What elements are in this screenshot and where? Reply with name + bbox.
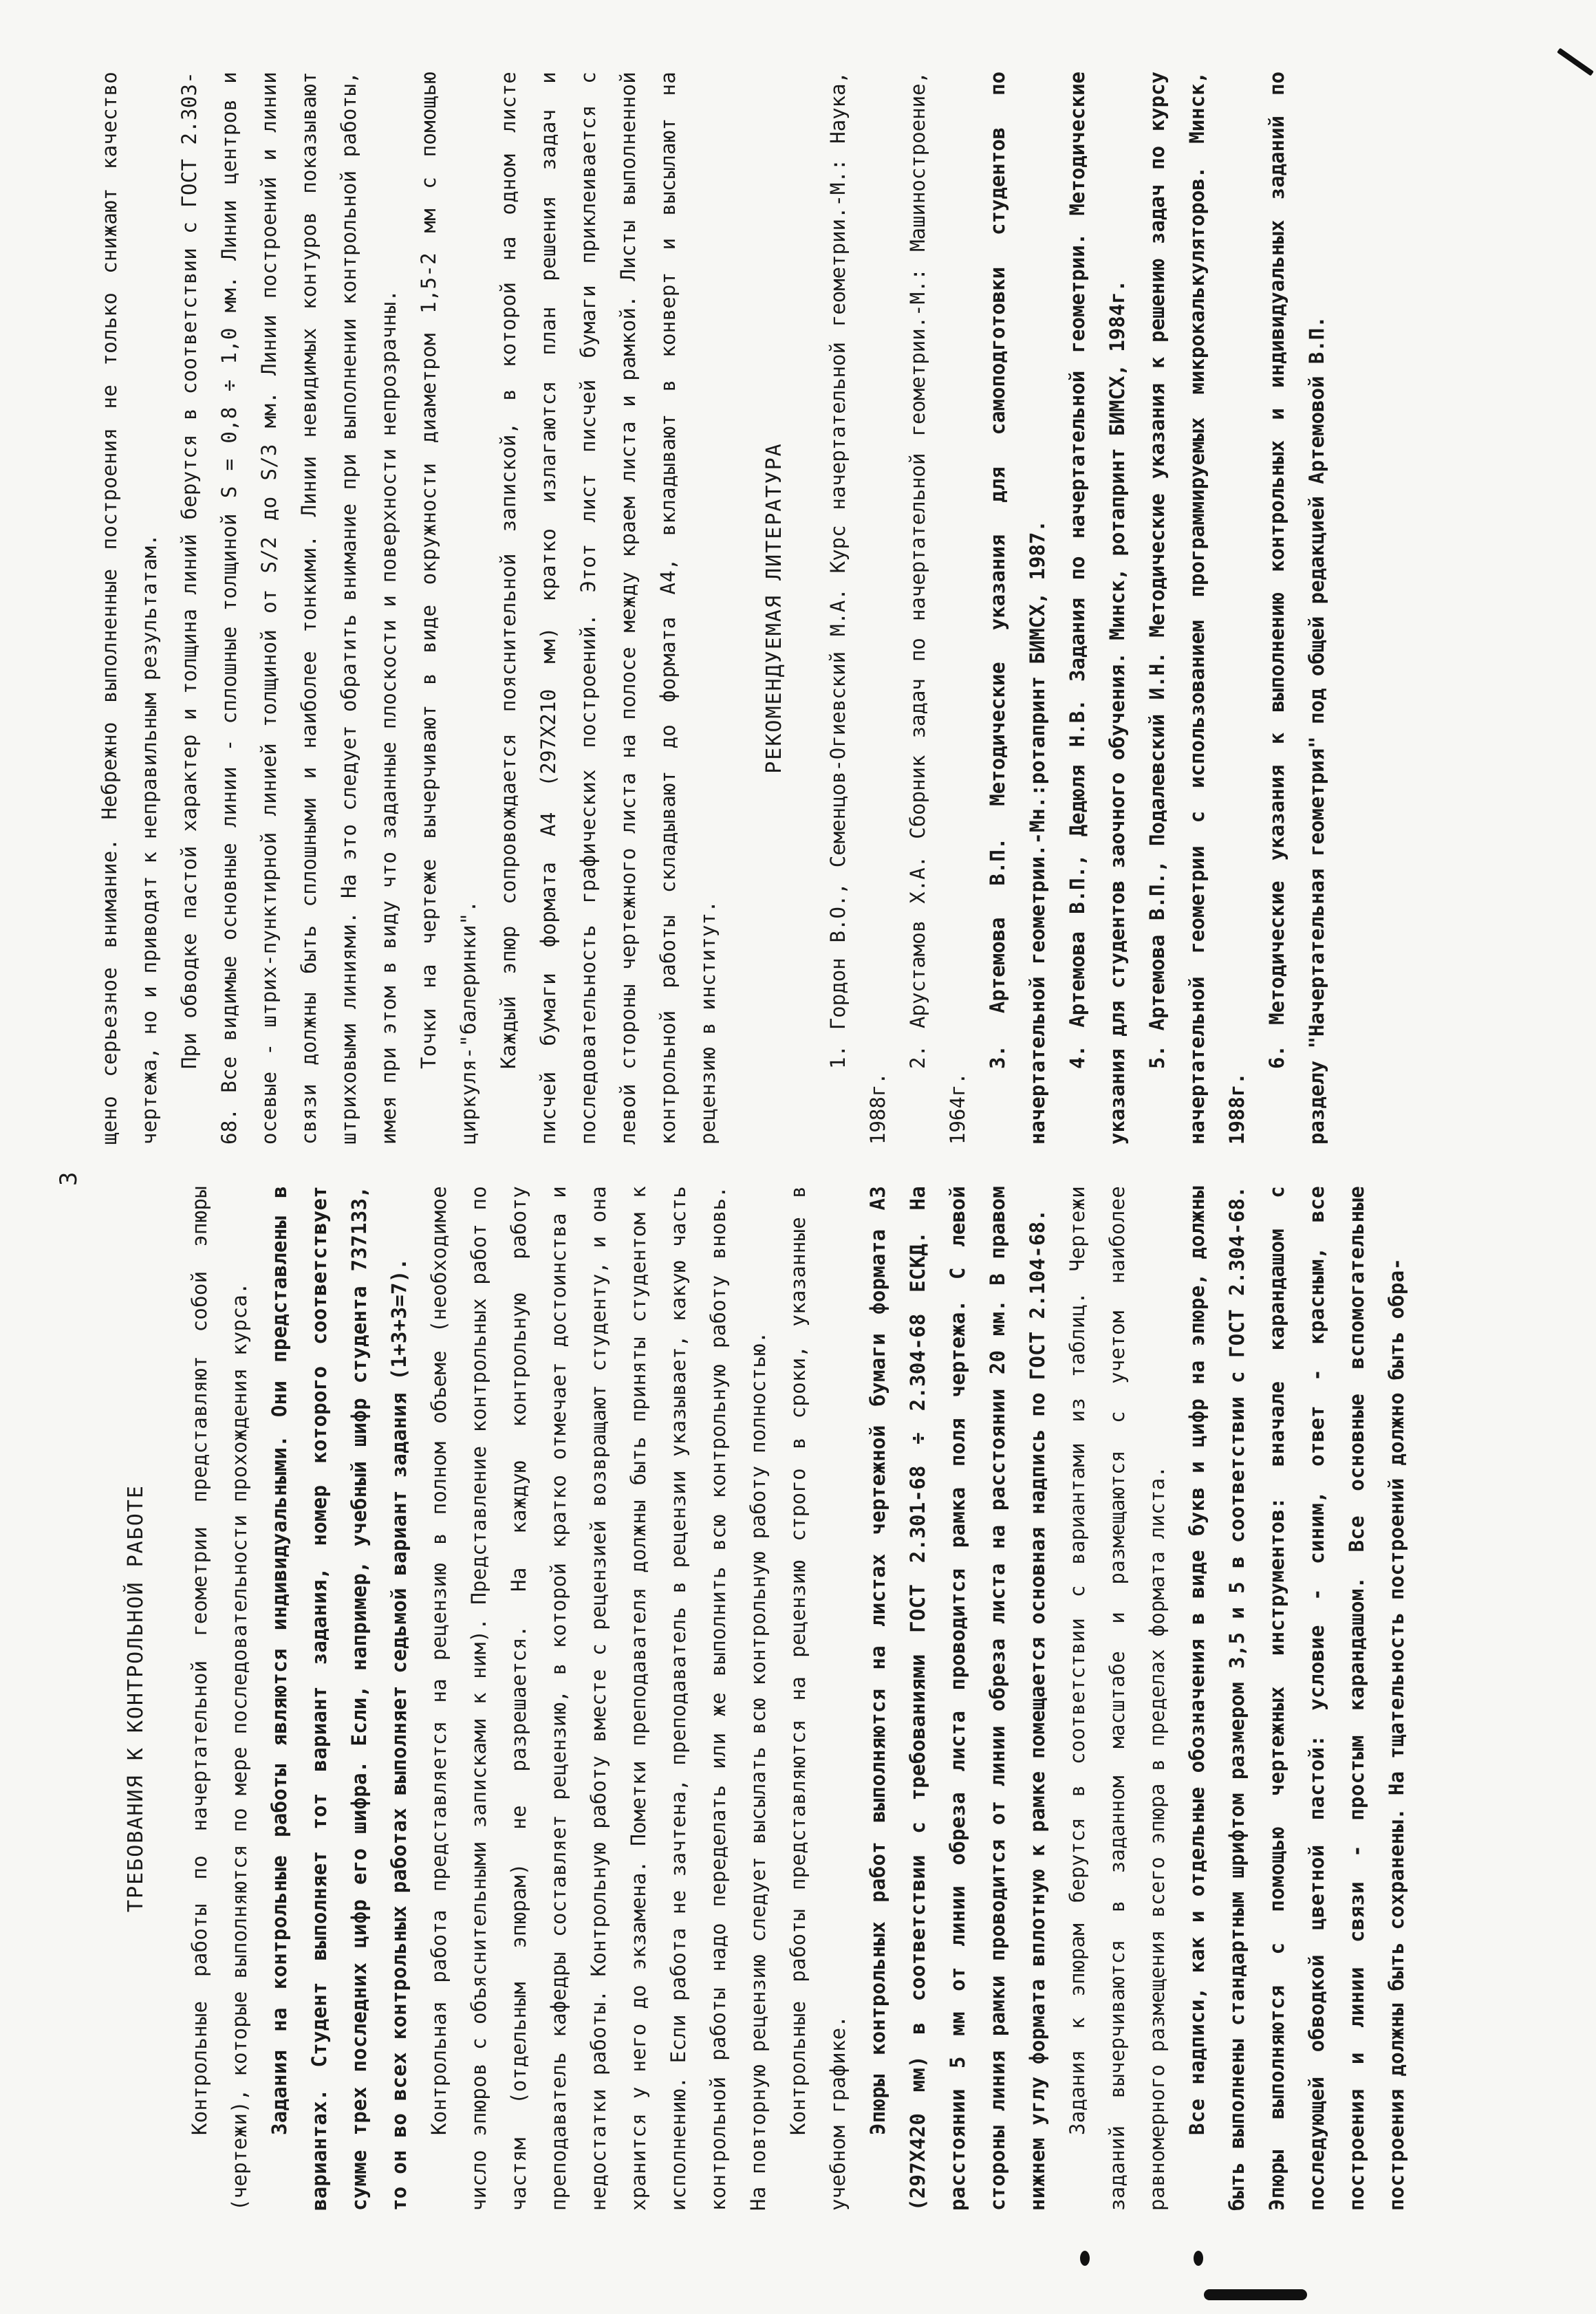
- paragraph: щено серьезное внимание. Небрежно выполненные построения не только снижают качество чертежа, но и приводят к неправильным результатам.: [98, 72, 161, 1145]
- reference-item: 6. Методические указания к выполнению контрольных и индивидуальных заданий по разделу "Начертательная геометрия" под общей редакцией Артемовой В.П.: [1265, 72, 1328, 1145]
- scan-speck: [1080, 2251, 1090, 2266]
- left-column: [89, 1186, 1534, 2211]
- reference-item: 2. Арустамов Х.А. Сборник задач по начертательной геометрии.-М.: Машиностроение, 1964г.: [906, 72, 969, 1145]
- paragraph: Задания на контрольные работы являются индивидуальными. Они представлены в вариантах. Студент выполняет тот вариант задания, номер которого соответствует сумме трех последних цифр его шифра. Если, например, учебный шифр студента 737133, то он во всех контрольных работах выполняет седьмой вариант задания (1+3+3=7).: [268, 1186, 411, 2211]
- scan-mark: [1557, 48, 1594, 76]
- paragraph: Контрольные работы представляются на рецензию строго в сроки, указанные в учебном графике.: [786, 1186, 850, 2211]
- scan-smudge: [1204, 2289, 1307, 2300]
- paragraph: Контрольная работа представляется на рецензию в полном объеме (необходимое число эпюров с объяснительными записками к ним). Представление контрольных работ по частям (отдельным эпюрам) не разрешается. На каждую контрольную работу преподаватель кафедры составляет рецензию, в которой кратко отмечает достоинства и недостатки работы. Контрольную работу вместе с рецензией возвращают студенту, и она хранится у него до экзамена. Пометки преподавателя должны быть приняты студентом к исполнению. Если работа не зачтена, преподаватель в рецензии указывает, какую часть контрольной работы надо переделать или же выполнить всю контрольную работу вновь. На повторную рецензию следует высылать всю контрольную работу полностью.: [427, 1186, 770, 2211]
- reference-item: 5. Артемова В.П., Подалевский И.Н. Методические указания к решению задач по курсу начертательной геометрии с использованием программируемых микрокалькуляторов. Минск, 1988г.: [1145, 72, 1249, 1145]
- paragraph: Контрольные работы по начертательной геометрии представляют собой эпюры (чертежи), которые выполняются по мере последовательности прохождения курса.: [188, 1186, 251, 2211]
- reference-item: 4. Артемова В.П., Дедюля Н.В. Задания по начертательной геометрии. Методические указания для студентов заочного обучения. Минск, ротапринт БИМСХ, 1984г.: [1066, 72, 1129, 1145]
- paragraph: Эпюры контрольных работ выполняются на листах чертежной бумаги формата А3 (297Х420 мм) в соответствии с требованиями ГОСТ 2.301-68 ÷ 2.304-68 ЕСКД. На расстоянии 5 мм от линии обреза листа проводится рамка поля чертежа. С левой стороны линия рамки проводится от линии обреза листа на расстоянии 20 мм. В правом нижнем углу формата вплотную к рамке помещается основная надпись по ГОСТ 2.104-68.: [866, 1186, 1049, 2211]
- literature-heading: РЕКОМЕНДУЕМАЯ ЛИТЕРАТУРА: [762, 442, 786, 774]
- right-column: [89, 72, 1534, 1145]
- scan-speck: [1194, 2251, 1203, 2266]
- paragraph: При обводке пастой характер и толщина линий берутся в соответствии с ГОСТ 2.303-68. Все видимые основные линии - сплошные толщиной S = 0,8 ÷ 1,0 мм. Линии центров и осевые - штрих-пунктирной линией толщиной от S/2 до S/3 мм. Линии построений и линии связи должны быть сплошными и наиболее тонкими. Линии невидимых контуров показывают штриховыми линиями. На это следует обратить внимание при выполнении контрольной работы, имея при этом в виду что заданные плоскости и поверхности непрозрачны.: [177, 72, 400, 1145]
- paragraph: Все надписи, как и отдельные обозначения в виде букв и цифр на эпюре, должны быть выполнены стандартным шрифтом размером 3,5 и 5 в соответствии с ГОСТ 2.304-68. Эпюры выполняются с помощью чертежных инструментов: вначале карандашом с последующей обводкой цветной пастой: условие - синим, ответ - красным, все построения и линии связи - простым карандашом. Все основные вспомогательные построения должны быть сохранены. На тщательность построений должно быть обра-: [1185, 1186, 1408, 2211]
- paragraph: Каждый эпюр сопровождается пояснительной запиской, в которой на одном листе писчей бумаги формата А4 (297Х210 мм) кратко излагаются план решения задач и последовательность графических построений. Этот лист писчей бумаги приклеивается с левой стороны чертежного листа на полосе между краем листа и рамкой. Листы выполненной контрольной работы складывают до формата А4, вкладывают в конверт и высылают на рецензию в институт.: [497, 72, 720, 1145]
- reference-list: [818, 72, 1337, 1145]
- page-number: 3: [55, 1171, 83, 1186]
- paragraph: Точки на чертеже вычерчивают в виде окружности диаметром 1,5-2 мм с помощью циркуля-"балеринки".: [417, 72, 480, 1145]
- paragraph: Задания к эпюрам берутся в соответствии с вариантами из таблиц. Чертежи заданий вычерчиваются в заданном масштабе и размещаются с учетом наиболее равномерного размещения всего эпюра в пределах формата листа.: [1066, 1186, 1169, 2211]
- reference-item: 3. Артемова В.П. Методические указания для самоподготовки студентов по начертательной геометрии.-Мн.:ротапринт БИМСХ, 1987.: [986, 72, 1049, 1145]
- section-heading: ТРЕБОВАНИЯ К КОНТРОЛЬНОЙ РАБОТЕ: [124, 1484, 148, 1912]
- reference-item: 1. Гордон В.О., Семенцов-Огиевский М.А. Курс начертательной геометрии.-М.: Наука, 1988г.: [826, 72, 889, 1145]
